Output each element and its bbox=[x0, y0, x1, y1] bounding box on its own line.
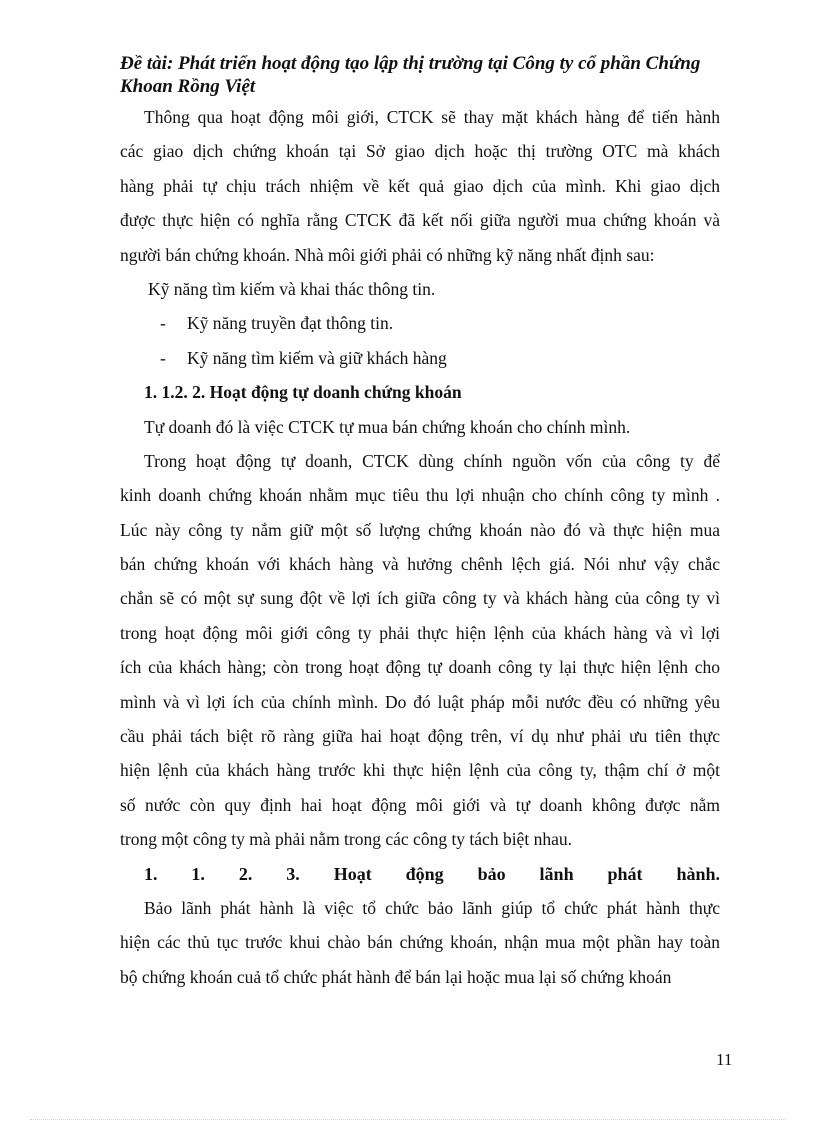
paragraph-line: bán chứng khoán với khách hàng và hưởng chênh lệch giá. Nói như vậy chắc bbox=[120, 554, 720, 575]
bullet-text: Kỹ năng truyền đạt thông tin. bbox=[187, 313, 394, 334]
document-header-title: Đề tài: Phát triển hoạt động tạo lập thị trường tại Công ty cổ phần Chứng Khoan Rồng Việt bbox=[120, 53, 701, 97]
paragraph-line: hàng phải tự chịu trách nhiệm về kết quả giao dịch của mình. Khi giao dịch bbox=[120, 175, 720, 196]
paragraph-line: ích của khách hàng; còn trong hoạt động tự doanh công ty lại thực hiện lệnh cho bbox=[120, 657, 720, 678]
paragraph-line: hiện các thủ tục trước khui chào bán chứng khoán, nhận mua một phần hay toàn bbox=[120, 932, 720, 953]
paragraph-line: được thực hiện có nghĩa rằng CTCK đã kết nối giữa người mua chứng khoán và bbox=[120, 210, 720, 231]
footer-divider bbox=[30, 1119, 786, 1120]
paragraph-line: Trong hoạt động tự doanh, CTCK dùng chính nguồn vốn của công ty để bbox=[144, 450, 720, 471]
paragraph-line: cầu phải tách biệt rõ ràng giữa hai hoạt động trên, ví dụ như phải ưu tiên thực bbox=[120, 726, 720, 747]
paragraph-line: trong một công ty mà phải nằm trong các công ty tách biệt nhau. bbox=[120, 829, 572, 850]
paragraph-line: Lúc này công ty nắm giữ một số lượng chứng khoán nào đó và thực hiện mua bbox=[120, 519, 720, 540]
paragraph-line: kinh doanh chứng khoán nhằm mục tiêu thu lợi nhuận cho chính công ty mình . bbox=[120, 485, 720, 506]
bullet-dash: - bbox=[160, 347, 166, 368]
paragraph-line: bộ chứng khoán cuả tổ chức phát hành để bán lại hoặc mua lại số chứng khoán bbox=[120, 966, 672, 987]
paragraph-line: Thông qua hoạt động môi giới, CTCK sẽ thay mặt khách hàng để tiến hành bbox=[144, 107, 720, 127]
bullet-item bbox=[120, 341, 720, 375]
skill-item: Kỹ năng tìm kiếm và khai thác thông tin. bbox=[148, 278, 436, 299]
bullet-text: Kỹ năng tìm kiếm và giữ khách hàng bbox=[187, 347, 447, 368]
paragraph-line: Bảo lãnh phát hành là việc tổ chức bảo lãnh giúp tổ chức phát hành thực bbox=[144, 897, 720, 918]
paragraph-line: chắn sẽ có một sự sung đột về lợi ích giữa công ty và khách hàng của công ty vì bbox=[120, 588, 720, 609]
paragraph-line: hiện lệnh của khách hàng trước khi thực hiện lệnh của công ty, thậm chí ở một bbox=[120, 760, 720, 781]
paragraph-line: mình và vì lợi ích của chính mình. Do đó luật pháp mỗi nước đều có những yêu bbox=[120, 691, 720, 712]
bullet-dash: - bbox=[160, 313, 166, 334]
paragraph-line: trong hoạt động môi giới công ty phải thực hiện lệnh của khách hàng và vì lợi bbox=[120, 622, 720, 643]
section-heading: 1. 1.2. 2. Hoạt động tự doanh chứng khoán bbox=[144, 382, 462, 403]
page-number: 11 bbox=[716, 1050, 733, 1069]
bullet-item bbox=[120, 306, 720, 340]
paragraph-line: các giao dịch chứng khoán tại Sở giao dịch hoặc thị trường OTC mà khách bbox=[120, 141, 720, 162]
paragraph-line: Tự doanh đó là việc CTCK tự mua bán chứng khoán cho chính mình. bbox=[144, 416, 631, 437]
paragraph-line: người bán chứng khoán. Nhà môi giới phải có những kỹ năng nhất định sau: bbox=[120, 244, 655, 265]
paragraph-line: số nước còn quy định hai hoạt động môi giới và tự doanh không được nằm bbox=[120, 794, 720, 815]
document-body bbox=[120, 100, 720, 994]
section-heading: 1. 1. 2. 3. Hoạt động bảo lãnh phát hành. bbox=[144, 863, 720, 884]
